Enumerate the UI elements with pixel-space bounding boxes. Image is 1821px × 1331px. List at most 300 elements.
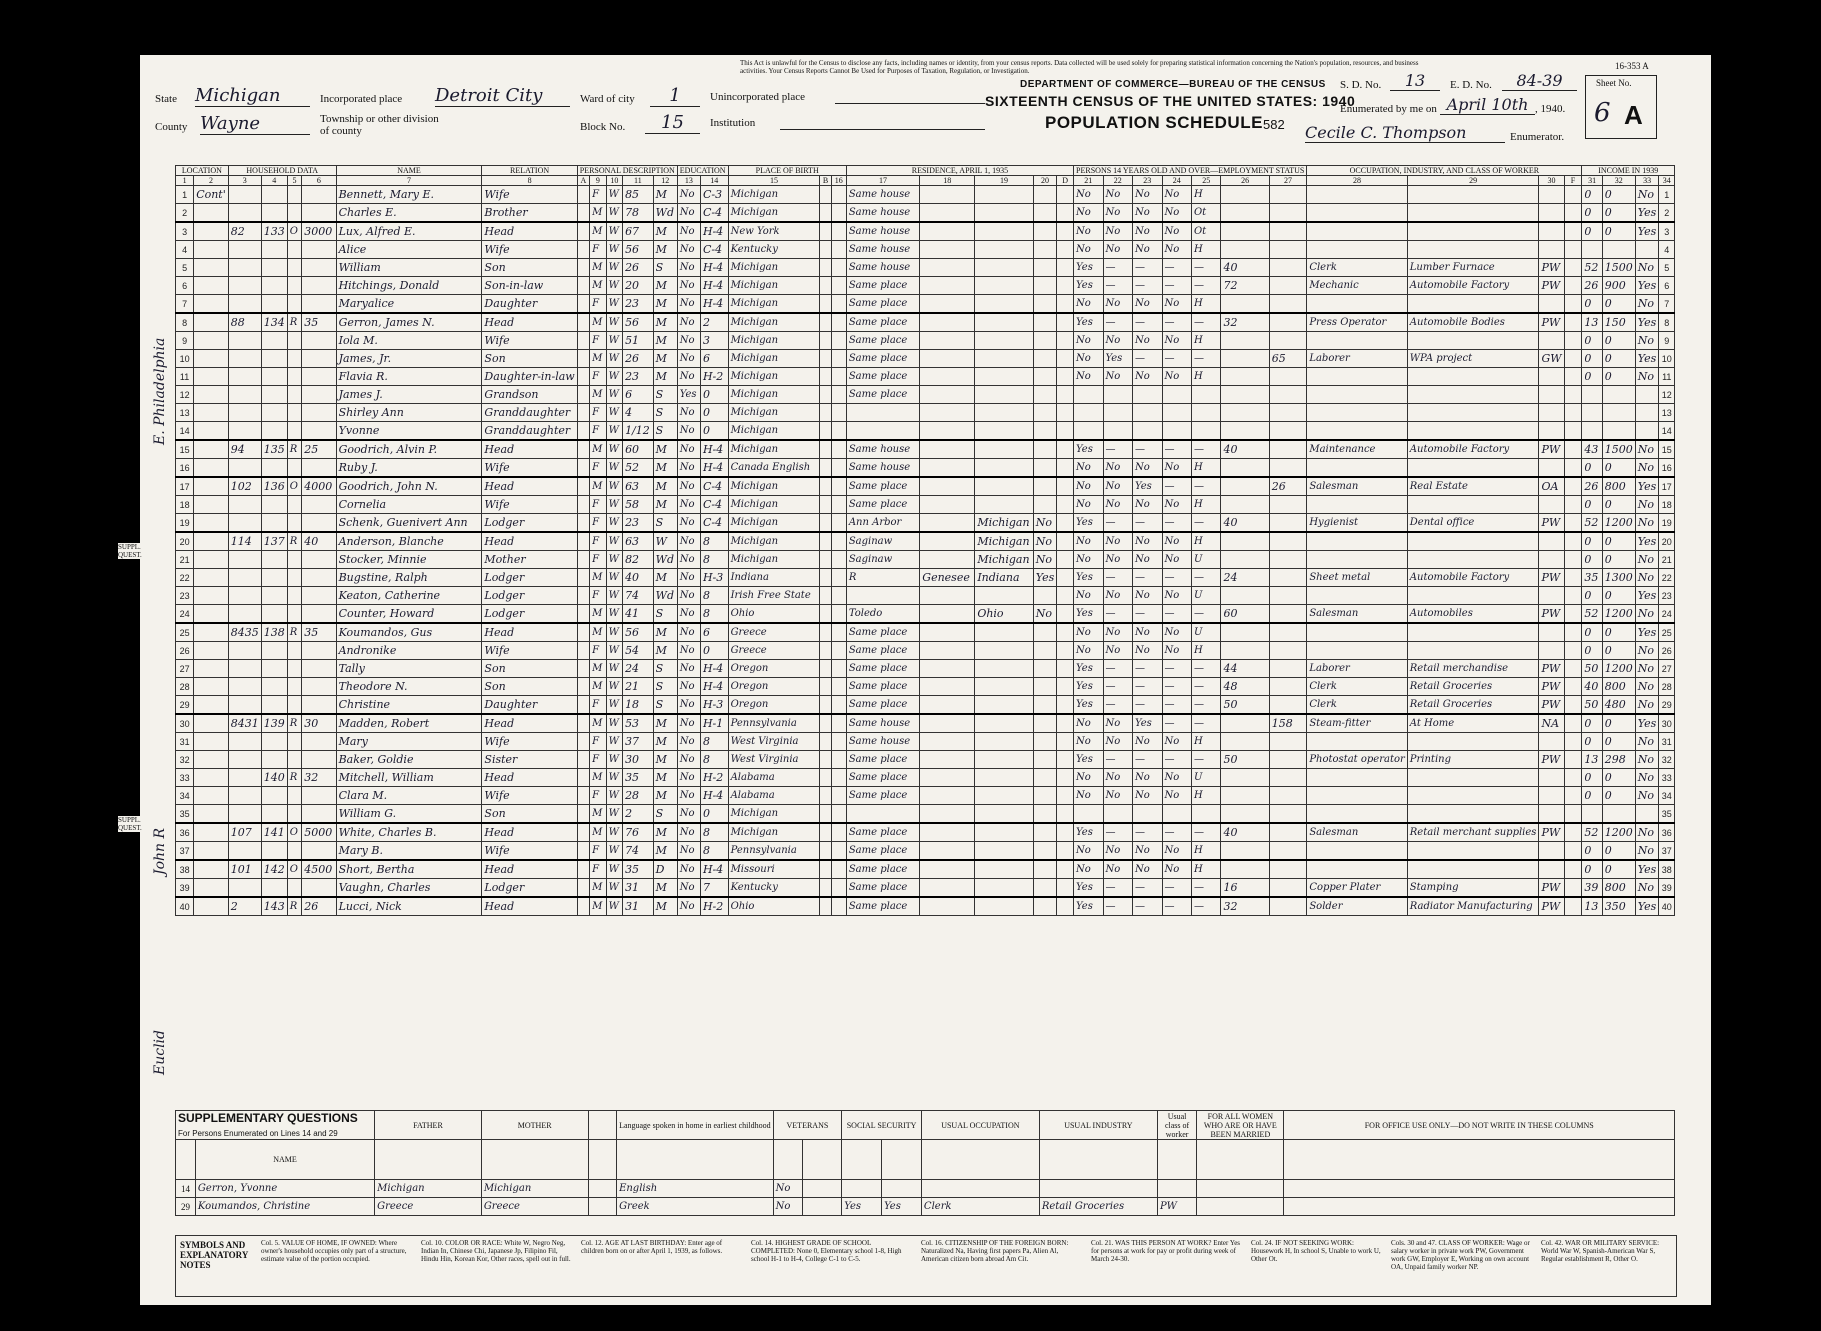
cell-e25: — <box>1191 823 1220 842</box>
cell-sex: F <box>590 368 606 386</box>
cell-oth: No <box>1635 842 1659 861</box>
cell-e23: — <box>1133 823 1162 842</box>
cell-e23: No <box>1133 769 1162 787</box>
cell-hrs: 44 <box>1221 660 1269 678</box>
cell-inc: 0 <box>1602 551 1635 569</box>
cell-e22: No <box>1103 204 1132 223</box>
cell-e25: U <box>1191 587 1220 605</box>
cell-res: Same place <box>846 860 919 879</box>
line-number: 19 <box>1659 514 1675 533</box>
cell-st <box>194 733 229 751</box>
cell-st <box>194 623 229 642</box>
supp-cell-ss2: Yes <box>882 1198 922 1216</box>
cell-rel: Wife <box>482 496 577 514</box>
cell-sex: M <box>590 660 606 678</box>
cell-st <box>194 769 229 787</box>
line-number: 12 <box>176 386 194 404</box>
cell-fn <box>261 186 287 204</box>
cell-occ <box>1307 368 1407 386</box>
cell-res: Same house <box>846 186 919 204</box>
blank-cell <box>820 678 831 696</box>
cell-own <box>287 696 301 715</box>
cell-sex: F <box>590 514 606 533</box>
cell-own <box>287 204 301 223</box>
cell-age: 76 <box>623 823 654 842</box>
column-number: 17 <box>846 176 919 186</box>
cell-name: Cornelia <box>336 496 482 514</box>
cell-e23: No <box>1133 532 1162 551</box>
blank-cell <box>831 605 846 624</box>
cell-sch: No <box>677 204 700 223</box>
cell-oth <box>1635 422 1659 441</box>
blank-cell <box>831 642 846 660</box>
cell-bp: Michigan <box>728 496 820 514</box>
cell-stt <box>975 897 1033 916</box>
cell-e22: — <box>1103 277 1132 295</box>
blank-cell <box>577 605 589 624</box>
cell-oth <box>1635 241 1659 259</box>
cell-wks <box>1269 660 1307 678</box>
cell-e25 <box>1191 404 1220 422</box>
cell-st <box>194 696 229 715</box>
blank-cell <box>1197 1198 1284 1216</box>
line-number: 32 <box>176 751 194 769</box>
cell-e23: No <box>1133 204 1162 223</box>
cell-cty <box>920 842 975 861</box>
cell-stt: Michigan <box>975 514 1033 533</box>
cell-gr: 8 <box>700 751 728 769</box>
blank-cell <box>820 404 831 422</box>
blank-cell <box>1564 186 1582 204</box>
cell-val <box>302 186 336 204</box>
incorporated-place-label: Incorporated place <box>320 93 403 105</box>
cell-e24: — <box>1162 259 1191 277</box>
enumerator-label: Enumerator. <box>1510 131 1565 143</box>
cell-res: Same place <box>846 368 919 386</box>
cell-stt <box>975 459 1033 478</box>
cell-frm <box>1033 332 1056 350</box>
cell-cty <box>920 496 975 514</box>
cell-rel: Grandson <box>482 386 577 404</box>
cell-inc: 0 <box>1602 587 1635 605</box>
cell-sex: F <box>590 587 606 605</box>
cell-e23: — <box>1133 440 1162 459</box>
blank-cell <box>577 313 589 332</box>
cell-ind: Lumber Furnace <box>1407 259 1539 277</box>
cell-ww: 0 <box>1582 222 1602 241</box>
table-row <box>176 623 1675 642</box>
supplementary-row <box>176 1180 1675 1198</box>
cell-fn <box>261 350 287 368</box>
blank-cell <box>1284 1198 1675 1216</box>
cell-inc: 1300 <box>1602 569 1635 587</box>
cell-rel: Daughter-in-law <box>482 368 577 386</box>
table-row <box>176 696 1675 715</box>
cell-e24: No <box>1162 587 1191 605</box>
note-col12: Col. 12. AGE AT LAST BIRTHDAY: Enter age of children born on or after April 1, 1939, as follows. <box>581 1239 723 1255</box>
table-row <box>176 532 1675 551</box>
cell-cty <box>920 751 975 769</box>
cell-name: Mitchell, William <box>336 769 482 787</box>
cell-race: W <box>606 605 622 624</box>
cell-inc: 1200 <box>1602 605 1635 624</box>
cell-own <box>287 569 301 587</box>
cell-sex: M <box>590 805 606 824</box>
cell-sex: M <box>590 605 606 624</box>
cell-sex: F <box>590 642 606 660</box>
line-number: 39 <box>1659 879 1675 898</box>
cell-cls <box>1539 860 1564 879</box>
cell-hrs <box>1221 222 1269 241</box>
cell-occ <box>1307 422 1407 441</box>
cell-val <box>302 879 336 898</box>
blank-cell <box>820 897 831 916</box>
blank-cell <box>1057 496 1074 514</box>
blank-cell <box>1564 422 1582 441</box>
cell-sex: F <box>590 404 606 422</box>
cell-oth: No <box>1635 295 1659 314</box>
cell-rel: Head <box>482 714 577 733</box>
cell-cls <box>1539 241 1564 259</box>
cell-e21: No <box>1074 860 1103 879</box>
cell-e24: — <box>1162 678 1191 696</box>
blank-cell <box>1564 751 1582 769</box>
line-number: 37 <box>176 842 194 861</box>
line-number: 5 <box>176 259 194 277</box>
cell-ind <box>1407 204 1539 223</box>
blank-cell <box>577 551 589 569</box>
cell-e25: H <box>1191 842 1220 861</box>
state-label: State <box>155 93 177 105</box>
cell-race: W <box>606 551 622 569</box>
blank-cell <box>820 551 831 569</box>
cell-frm <box>1033 222 1056 241</box>
cell-frm <box>1033 879 1056 898</box>
blank-cell <box>1057 277 1074 295</box>
cell-inc: 0 <box>1602 714 1635 733</box>
blank-cell <box>831 295 846 314</box>
blank-cell <box>1564 496 1582 514</box>
cell-frm <box>1033 587 1056 605</box>
cell-e25: Ot <box>1191 204 1220 223</box>
cell-e25: — <box>1191 259 1220 277</box>
blank-cell <box>1057 313 1074 332</box>
cell-hrs: 72 <box>1221 277 1269 295</box>
line-number: 39 <box>176 879 194 898</box>
cell-ww <box>1582 805 1602 824</box>
cell-fn: 133 <box>261 222 287 241</box>
cell-st <box>194 551 229 569</box>
cell-cls: PW <box>1539 696 1564 715</box>
cell-e21: Yes <box>1074 569 1103 587</box>
cell-res: Saginaw <box>846 551 919 569</box>
cell-sex: F <box>590 295 606 314</box>
cell-rel: Son <box>482 350 577 368</box>
cell-oth: No <box>1635 696 1659 715</box>
cell-val <box>302 751 336 769</box>
cell-e21: Yes <box>1074 879 1103 898</box>
cell-rel: Lodger <box>482 879 577 898</box>
cell-hn <box>228 277 261 295</box>
cell-sex: F <box>590 733 606 751</box>
cell-stt <box>975 386 1033 404</box>
cell-cty <box>920 313 975 332</box>
table-row <box>176 422 1675 441</box>
blank-cell <box>820 569 831 587</box>
blank-cell <box>577 404 589 422</box>
cell-ind <box>1407 222 1539 241</box>
cell-e24: No <box>1162 532 1191 551</box>
table-row <box>176 714 1675 733</box>
blank-cell <box>1197 1180 1284 1198</box>
cell-cty <box>920 551 975 569</box>
blank-cell <box>831 714 846 733</box>
cell-cty <box>920 623 975 642</box>
blank-cell <box>577 823 589 842</box>
cell-e22: No <box>1103 496 1132 514</box>
line-number: 11 <box>1659 368 1675 386</box>
cell-e25: — <box>1191 313 1220 332</box>
blank-cell <box>820 751 831 769</box>
cell-rel: Head <box>482 769 577 787</box>
blank-cell <box>820 860 831 879</box>
cell-occ <box>1307 733 1407 751</box>
cell-wks <box>1269 769 1307 787</box>
cell-e23 <box>1133 805 1162 824</box>
cell-bp: Michigan <box>728 422 820 441</box>
cell-cty <box>920 642 975 660</box>
group-residence: RESIDENCE, APRIL 1, 1935 <box>846 166 1073 176</box>
cell-sex: M <box>590 678 606 696</box>
supp-cell-father: Greece <box>375 1198 482 1216</box>
cell-e24: No <box>1162 459 1191 478</box>
cell-gr: H-4 <box>700 277 728 295</box>
cell-e22: No <box>1103 623 1132 642</box>
cell-st <box>194 404 229 422</box>
cell-st <box>194 222 229 241</box>
table-row <box>176 241 1675 259</box>
cell-val: 35 <box>302 623 336 642</box>
cell-e21: No <box>1074 714 1103 733</box>
cell-cls <box>1539 805 1564 824</box>
cell-e24: No <box>1162 496 1191 514</box>
cell-own: R <box>287 897 301 916</box>
blank-cell <box>1057 842 1074 861</box>
cell-fn: 142 <box>261 860 287 879</box>
cell-e21: Yes <box>1074 440 1103 459</box>
cell-e21: Yes <box>1074 897 1103 916</box>
cell-e25: — <box>1191 897 1220 916</box>
cell-sch: Yes <box>677 386 700 404</box>
cell-own <box>287 241 301 259</box>
blank-cell <box>1564 897 1582 916</box>
cell-st <box>194 259 229 277</box>
cell-e23: No <box>1133 241 1162 259</box>
cell-e21: Yes <box>1074 696 1103 715</box>
cell-gr: 6 <box>700 623 728 642</box>
table-row <box>176 660 1675 678</box>
cell-occ: Copper Plater <box>1307 879 1407 898</box>
cell-val <box>302 332 336 350</box>
cell-ind <box>1407 642 1539 660</box>
blank-cell <box>1057 660 1074 678</box>
cell-bp: New York <box>728 222 820 241</box>
cell-cty <box>920 805 975 824</box>
cell-cls <box>1539 769 1564 787</box>
blank-cell <box>1564 805 1582 824</box>
line-number: 2 <box>176 204 194 223</box>
cell-cty <box>920 368 975 386</box>
line-number: 30 <box>1659 714 1675 733</box>
cell-fn: 141 <box>261 823 287 842</box>
cell-wks <box>1269 368 1307 386</box>
cell-gr: H-2 <box>700 769 728 787</box>
cell-inc: 0 <box>1602 532 1635 551</box>
cell-occ: Hygienist <box>1307 514 1407 533</box>
cell-mar: M <box>653 842 677 861</box>
cell-fn: 139 <box>261 714 287 733</box>
cell-frm <box>1033 241 1056 259</box>
cell-bp: Oregon <box>728 696 820 715</box>
cell-ind <box>1407 769 1539 787</box>
cell-oth: No <box>1635 678 1659 696</box>
cell-rel: Head <box>482 477 577 496</box>
cell-mar: M <box>653 222 677 241</box>
cell-age: 63 <box>623 532 654 551</box>
cell-cls <box>1539 496 1564 514</box>
cell-hn <box>228 769 261 787</box>
cell-age: 24 <box>623 660 654 678</box>
enumerated-year: , 1940. <box>1535 103 1566 115</box>
cell-wks <box>1269 532 1307 551</box>
cell-res: Same place <box>846 332 919 350</box>
cell-val <box>302 587 336 605</box>
cell-e21: No <box>1074 477 1103 496</box>
cell-cty <box>920 823 975 842</box>
cell-mar: S <box>653 660 677 678</box>
cell-inc: 0 <box>1602 186 1635 204</box>
cell-mar: M <box>653 477 677 496</box>
cell-hrs <box>1221 805 1269 824</box>
blank-cell <box>831 477 846 496</box>
cell-ww: 0 <box>1582 733 1602 751</box>
column-number: 32 <box>1602 176 1635 186</box>
cell-name: Vaughn, Charles <box>336 879 482 898</box>
supp-cell-vet: No <box>773 1198 803 1216</box>
supp-cell-lang: Greek <box>617 1198 774 1216</box>
cell-stt <box>975 860 1033 879</box>
cell-gr: H-1 <box>700 714 728 733</box>
blank-cell <box>820 422 831 441</box>
cell-sch: No <box>677 733 700 751</box>
cell-e23: — <box>1133 696 1162 715</box>
cell-e23: — <box>1133 259 1162 277</box>
cell-frm <box>1033 368 1056 386</box>
cell-own <box>287 277 301 295</box>
cell-race: W <box>606 241 622 259</box>
cell-sch: No <box>677 879 700 898</box>
blank-cell <box>1564 277 1582 295</box>
cell-e23: — <box>1133 313 1162 332</box>
cell-own: R <box>287 769 301 787</box>
ward-label: Ward of city <box>580 93 635 105</box>
blank-cell <box>577 787 589 805</box>
cell-val <box>302 259 336 277</box>
suppl-quest-marker-29: SUPPL. QUEST. <box>118 816 148 832</box>
cell-ww: 0 <box>1582 769 1602 787</box>
blank-cell <box>1564 259 1582 277</box>
supp-cell-name: Gerron, Yvonne <box>195 1180 374 1198</box>
sheet-number: 6 <box>1594 98 1611 128</box>
cell-ind <box>1407 587 1539 605</box>
cell-frm <box>1033 823 1056 842</box>
cell-name: Yvonne <box>336 422 482 441</box>
cell-e22: — <box>1103 678 1132 696</box>
cell-age: 67 <box>623 222 654 241</box>
cell-cty <box>920 295 975 314</box>
cell-ind <box>1407 860 1539 879</box>
cell-rel: Wife <box>482 842 577 861</box>
population-rows <box>176 186 1675 916</box>
cell-age: 41 <box>623 605 654 624</box>
cell-ww: 43 <box>1582 440 1602 459</box>
cell-bp: Canada English <box>728 459 820 478</box>
cell-e22: Yes <box>1103 350 1132 368</box>
line-number: 22 <box>1659 569 1675 587</box>
cell-oth: Yes <box>1635 350 1659 368</box>
column-number: 28 <box>1307 176 1407 186</box>
blank-cell <box>820 879 831 898</box>
cell-ww: 0 <box>1582 368 1602 386</box>
cell-st <box>194 787 229 805</box>
cell-occ <box>1307 623 1407 642</box>
cell-name: Stocker, Minnie <box>336 551 482 569</box>
cell-e25: — <box>1191 660 1220 678</box>
cell-race: W <box>606 860 622 879</box>
cell-name: Mary <box>336 733 482 751</box>
cell-name: Theodore N. <box>336 678 482 696</box>
cell-hn: 101 <box>228 860 261 879</box>
cell-val: 30 <box>302 714 336 733</box>
cell-fn <box>261 678 287 696</box>
line-number: 32 <box>1659 751 1675 769</box>
blank-cell <box>1057 532 1074 551</box>
cell-e22: — <box>1103 879 1132 898</box>
cell-e21: No <box>1074 623 1103 642</box>
blank-cell <box>831 660 846 678</box>
cell-val <box>302 496 336 514</box>
cell-e24: No <box>1162 787 1191 805</box>
cell-mar: M <box>653 313 677 332</box>
line-number: 29 <box>1659 696 1675 715</box>
column-number: 14 <box>700 176 728 186</box>
blank-cell <box>1057 332 1074 350</box>
cell-gr: 2 <box>700 313 728 332</box>
table-row <box>176 605 1675 624</box>
table-row <box>176 350 1675 368</box>
blank-cell <box>1057 678 1074 696</box>
cell-name: Clara M. <box>336 787 482 805</box>
cell-sch: No <box>677 860 700 879</box>
cell-age: 63 <box>623 477 654 496</box>
cell-e21: No <box>1074 642 1103 660</box>
cell-cty <box>920 350 975 368</box>
note-col42: Col. 42. WAR OR MILITARY SERVICE: World War W, Spanish-American War S, Regular establishment R, Other O. <box>1541 1239 1660 1263</box>
cell-sex: F <box>590 842 606 861</box>
line-number: 20 <box>1659 532 1675 551</box>
cell-rel: Head <box>482 897 577 916</box>
blank-cell <box>820 204 831 223</box>
